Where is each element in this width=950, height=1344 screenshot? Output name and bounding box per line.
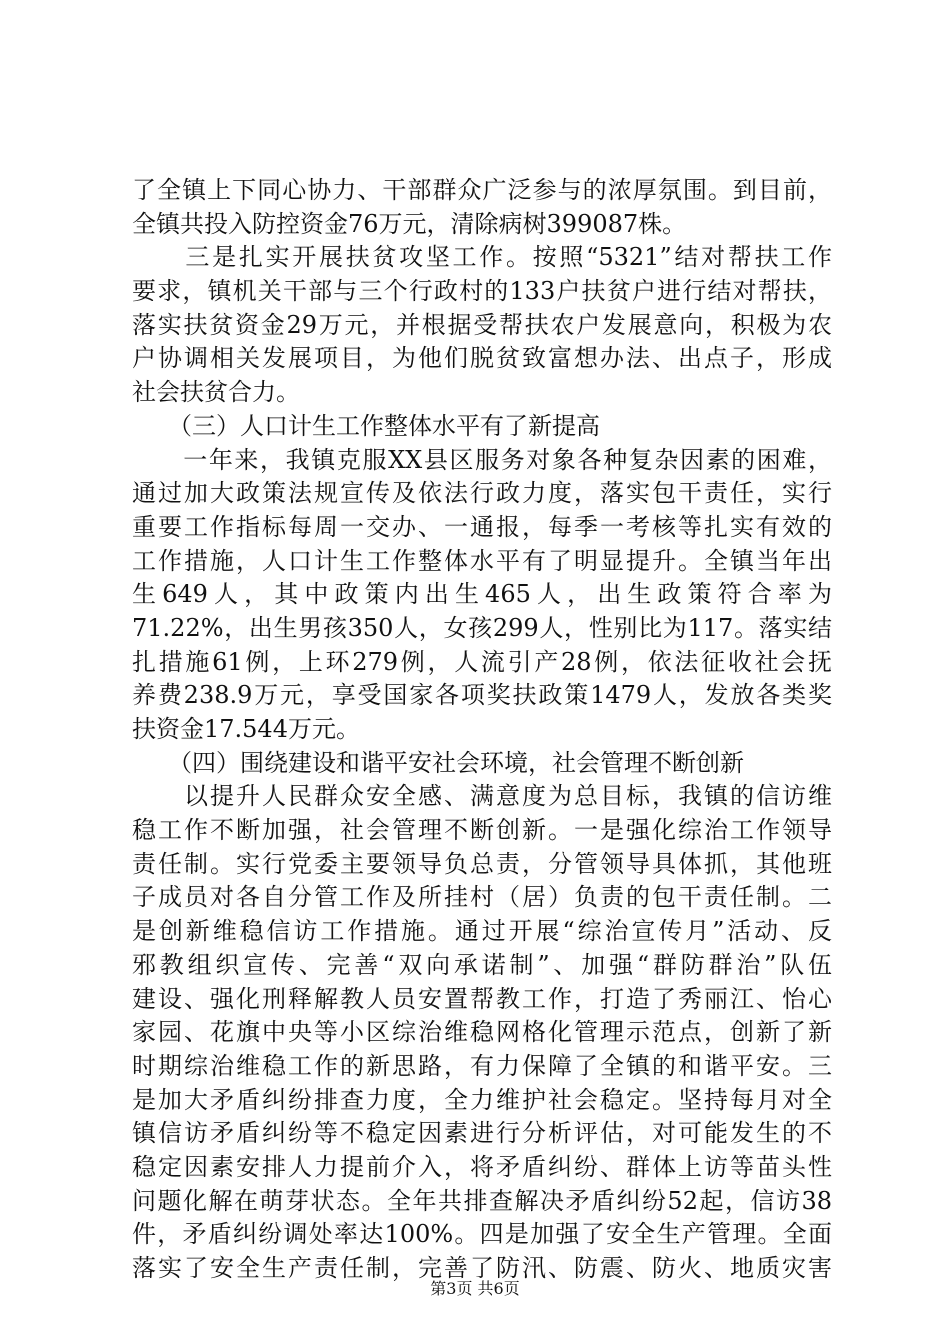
text-line: 建设、强化刑释解教人员安置帮教工作，打造了秀丽江、怡心 (132, 984, 832, 1013)
text-line: 养费238.9万元，享受国家各项奖扶政策1479人，发放各类奖 (132, 681, 832, 710)
text-line: 重要工作指标每周一交办、一通报，每季一考核等扎实有效的 (132, 512, 832, 541)
text-line: 是创新维稳信访工作措施。通过开展“综治宣传月”活动、反 (132, 917, 832, 946)
text-line: 子成员对各自分管工作及所挂村（居）负责的包干责任制。二 (132, 883, 832, 912)
text-line: 扶资金17.544万元。 (132, 715, 360, 743)
text-line: 邪教组织宣传、完善“双向承诺制”、加强“群防群治”队伍 (132, 950, 832, 979)
text-line: 镇信访矛盾纠纷等不稳定因素进行分析评估，对可能发生的不 (132, 1119, 832, 1148)
text-line: 稳定因素安排人力提前介入，将矛盾纠纷、群体上访等苗头性 (132, 1152, 832, 1181)
text-line: 全镇共投入防控资金76万元，清除病树399087株。 (132, 209, 687, 238)
document-body (132, 174, 832, 1286)
text-line: 71.22%，出生男孩350人，女孩299人，性别比为117。落实结 (132, 613, 832, 642)
text-line: 是加大矛盾纠纷排查力度，全力维护社会稳定。坚持每月对全 (132, 1085, 832, 1114)
text-line: 以提升人民群众安全感、满意度为总目标，我镇的信访维 (132, 782, 832, 811)
section-heading: （三）人口计生工作整体水平有了新提高 (132, 411, 600, 440)
section-heading: （四）围绕建设和谐平安社会环境，社会管理不断创新 (132, 748, 744, 777)
text-line: 工作措施，人口计生工作整体水平有了明显提升。全镇当年出 (132, 546, 832, 575)
text-line: 了全镇上下同心协力、干部群众广泛参与的浓厚氛围。到目前， (132, 176, 832, 204)
text-line: 扎措施61例，上环279例，人流引产28例，依法征收社会抚 (132, 647, 832, 676)
text-line: 一年来，我镇克服XX县区服务对象各种复杂因素的困难， (132, 445, 832, 474)
text-line: 户协调相关发展项目，为他们脱贫致富想办法、出点子，形成 (132, 344, 832, 373)
text-line: 时期综治维稳工作的新思路，有力保障了全镇的和谐平安。三 (132, 1051, 832, 1080)
text-line: 社会扶贫合力。 (132, 378, 300, 407)
page-footer: 第3页 共6页 (430, 1279, 520, 1298)
text-line: 责任制。实行党委主要领导负总责，分管领导具体抓，其他班 (132, 849, 832, 878)
text-line: 落实扶贫资金29万元，并根据受帮扶农户发展意向，积极为农 (132, 310, 832, 339)
text-line: 家园、花旗中央等小区综治维稳网格化管理示范点，创新了新 (132, 1018, 832, 1047)
text-line: 落实了安全生产责任制，完善了防汛、防震、防火、地质灾害 (132, 1254, 832, 1282)
text-line: 通过加大政策法规宣传及依法行政力度，落实包干责任，实行 (132, 479, 832, 508)
text-line: 稳工作不断加强，社会管理不断创新。一是强化综治工作领导 (132, 816, 832, 845)
text-line: 生649人，其中政策内出生465人，出生政策符合率为 (132, 580, 832, 609)
text-line: 三是扎实开展扶贫攻坚工作。按照“5321”结对帮扶工作 (132, 243, 832, 272)
text-line: 问题化解在萌芽状态。全年共排查解决矛盾纠纷52起，信访38 (132, 1186, 832, 1215)
text-line: 件，矛盾纠纷调处率达100%。四是加强了安全生产管理。全面 (132, 1220, 832, 1249)
text-line: 要求，镇机关干部与三个行政村的133户扶贫户进行结对帮扶， (132, 277, 832, 306)
